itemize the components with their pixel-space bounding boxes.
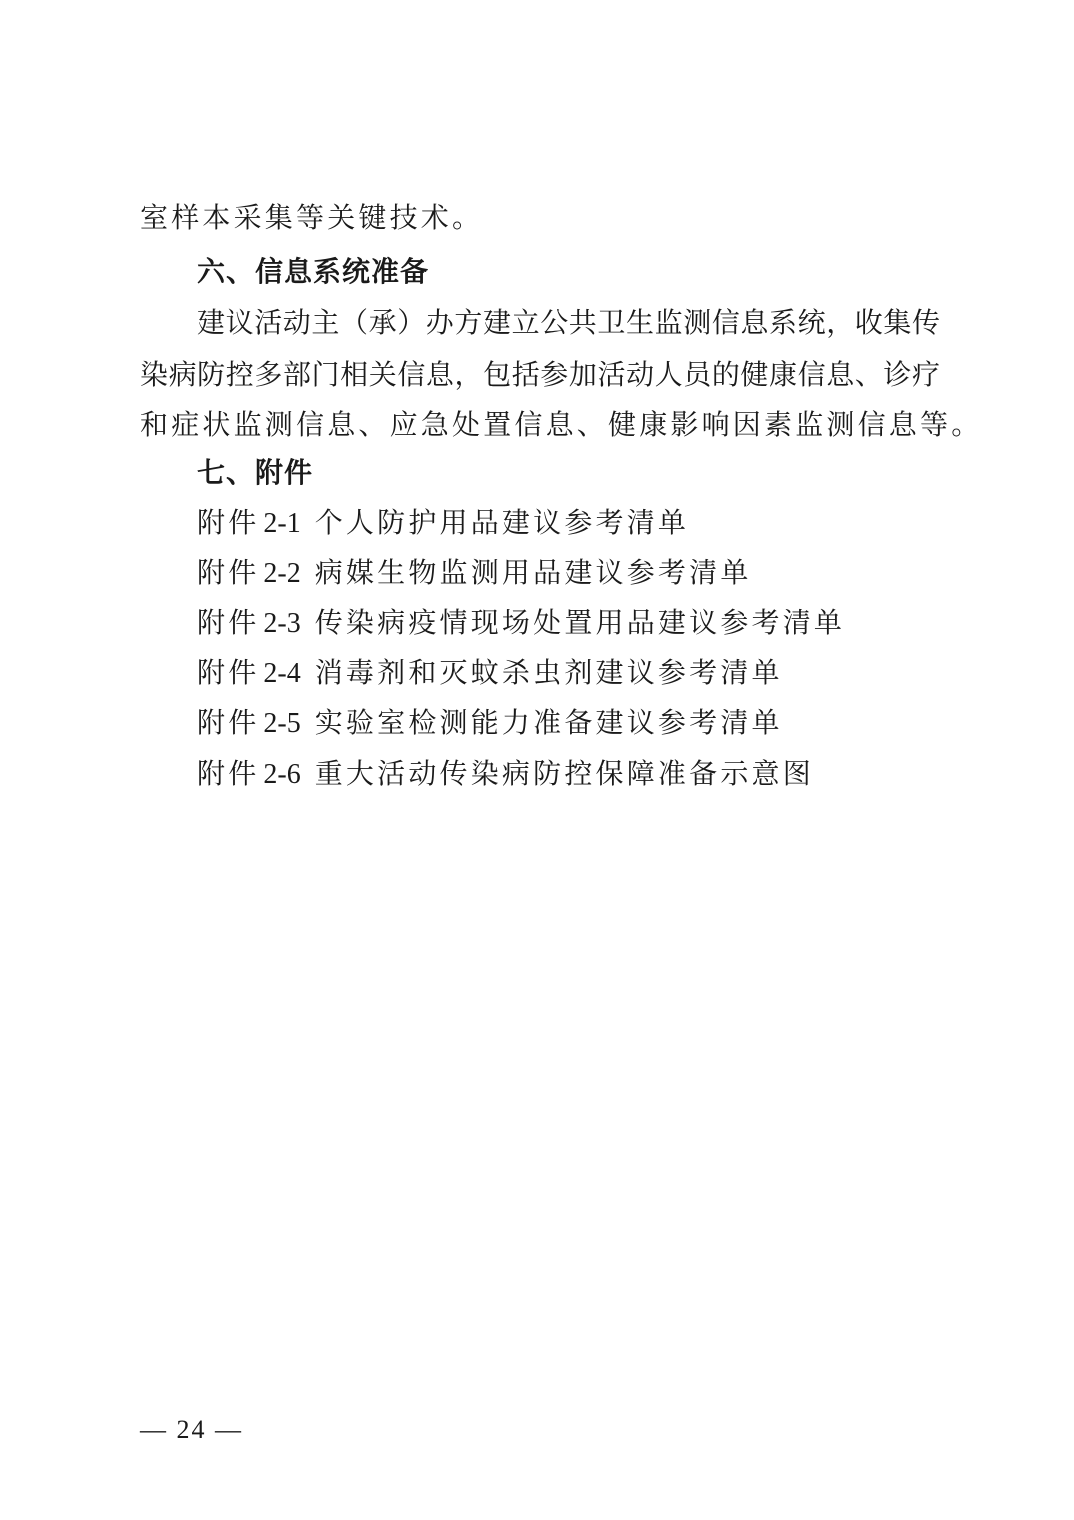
attachment-title: 传染病疫情现场处置用品建议参考清单 (314, 606, 846, 639)
attachment-title: 病媒生物监测用品建议参考清单 (314, 556, 752, 589)
page-number: — 24 — (140, 1415, 243, 1444)
attachment-title: 重大活动传染病防控保障准备示意图 (314, 757, 814, 790)
attachment-item (197, 553, 752, 594)
attachment-title: 个人防护用品建议参考清单 (314, 506, 690, 539)
attachment-number: 2-5 (263, 708, 301, 739)
attachment-item (197, 703, 783, 744)
attachment-item (197, 754, 814, 795)
attachment-prefix: 附件 (197, 706, 260, 739)
paragraph-line-2: 染病防控多部门相关信息，包括参加活动人员的健康信息、诊疗 (140, 358, 940, 391)
attachment-item (197, 603, 845, 644)
attachment-title: 实验室检测能力准备建议参考清单 (314, 706, 783, 739)
attachment-prefix: 附件 (197, 506, 260, 539)
attachment-number: 2-3 (263, 608, 301, 639)
section-heading-six: 六、信息系统准备 (197, 255, 430, 288)
attachment-number: 2-6 (263, 759, 301, 790)
attachment-number: 2-1 (263, 508, 301, 539)
attachment-prefix: 附件 (197, 556, 260, 589)
paragraph-continuation: 室样本采集等关键技术。 (140, 201, 484, 234)
attachment-item (197, 503, 689, 544)
attachment-prefix: 附件 (197, 606, 260, 639)
attachment-number: 2-2 (263, 558, 301, 589)
attachment-number: 2-4 (263, 658, 301, 689)
section-heading-seven: 七、附件 (197, 456, 314, 489)
attachment-prefix: 附件 (197, 656, 260, 689)
attachment-prefix: 附件 (197, 757, 260, 790)
paragraph-line-1: 建议活动主（承）办方建立公共卫生监测信息系统，收集传 (197, 306, 940, 339)
attachment-title: 消毒剂和灭蚊杀虫剂建议参考清单 (314, 656, 783, 689)
paragraph-line-3: 和症状监测信息、应急处置信息、健康影响因素监测信息等。 (140, 408, 983, 441)
attachment-item (197, 653, 783, 694)
